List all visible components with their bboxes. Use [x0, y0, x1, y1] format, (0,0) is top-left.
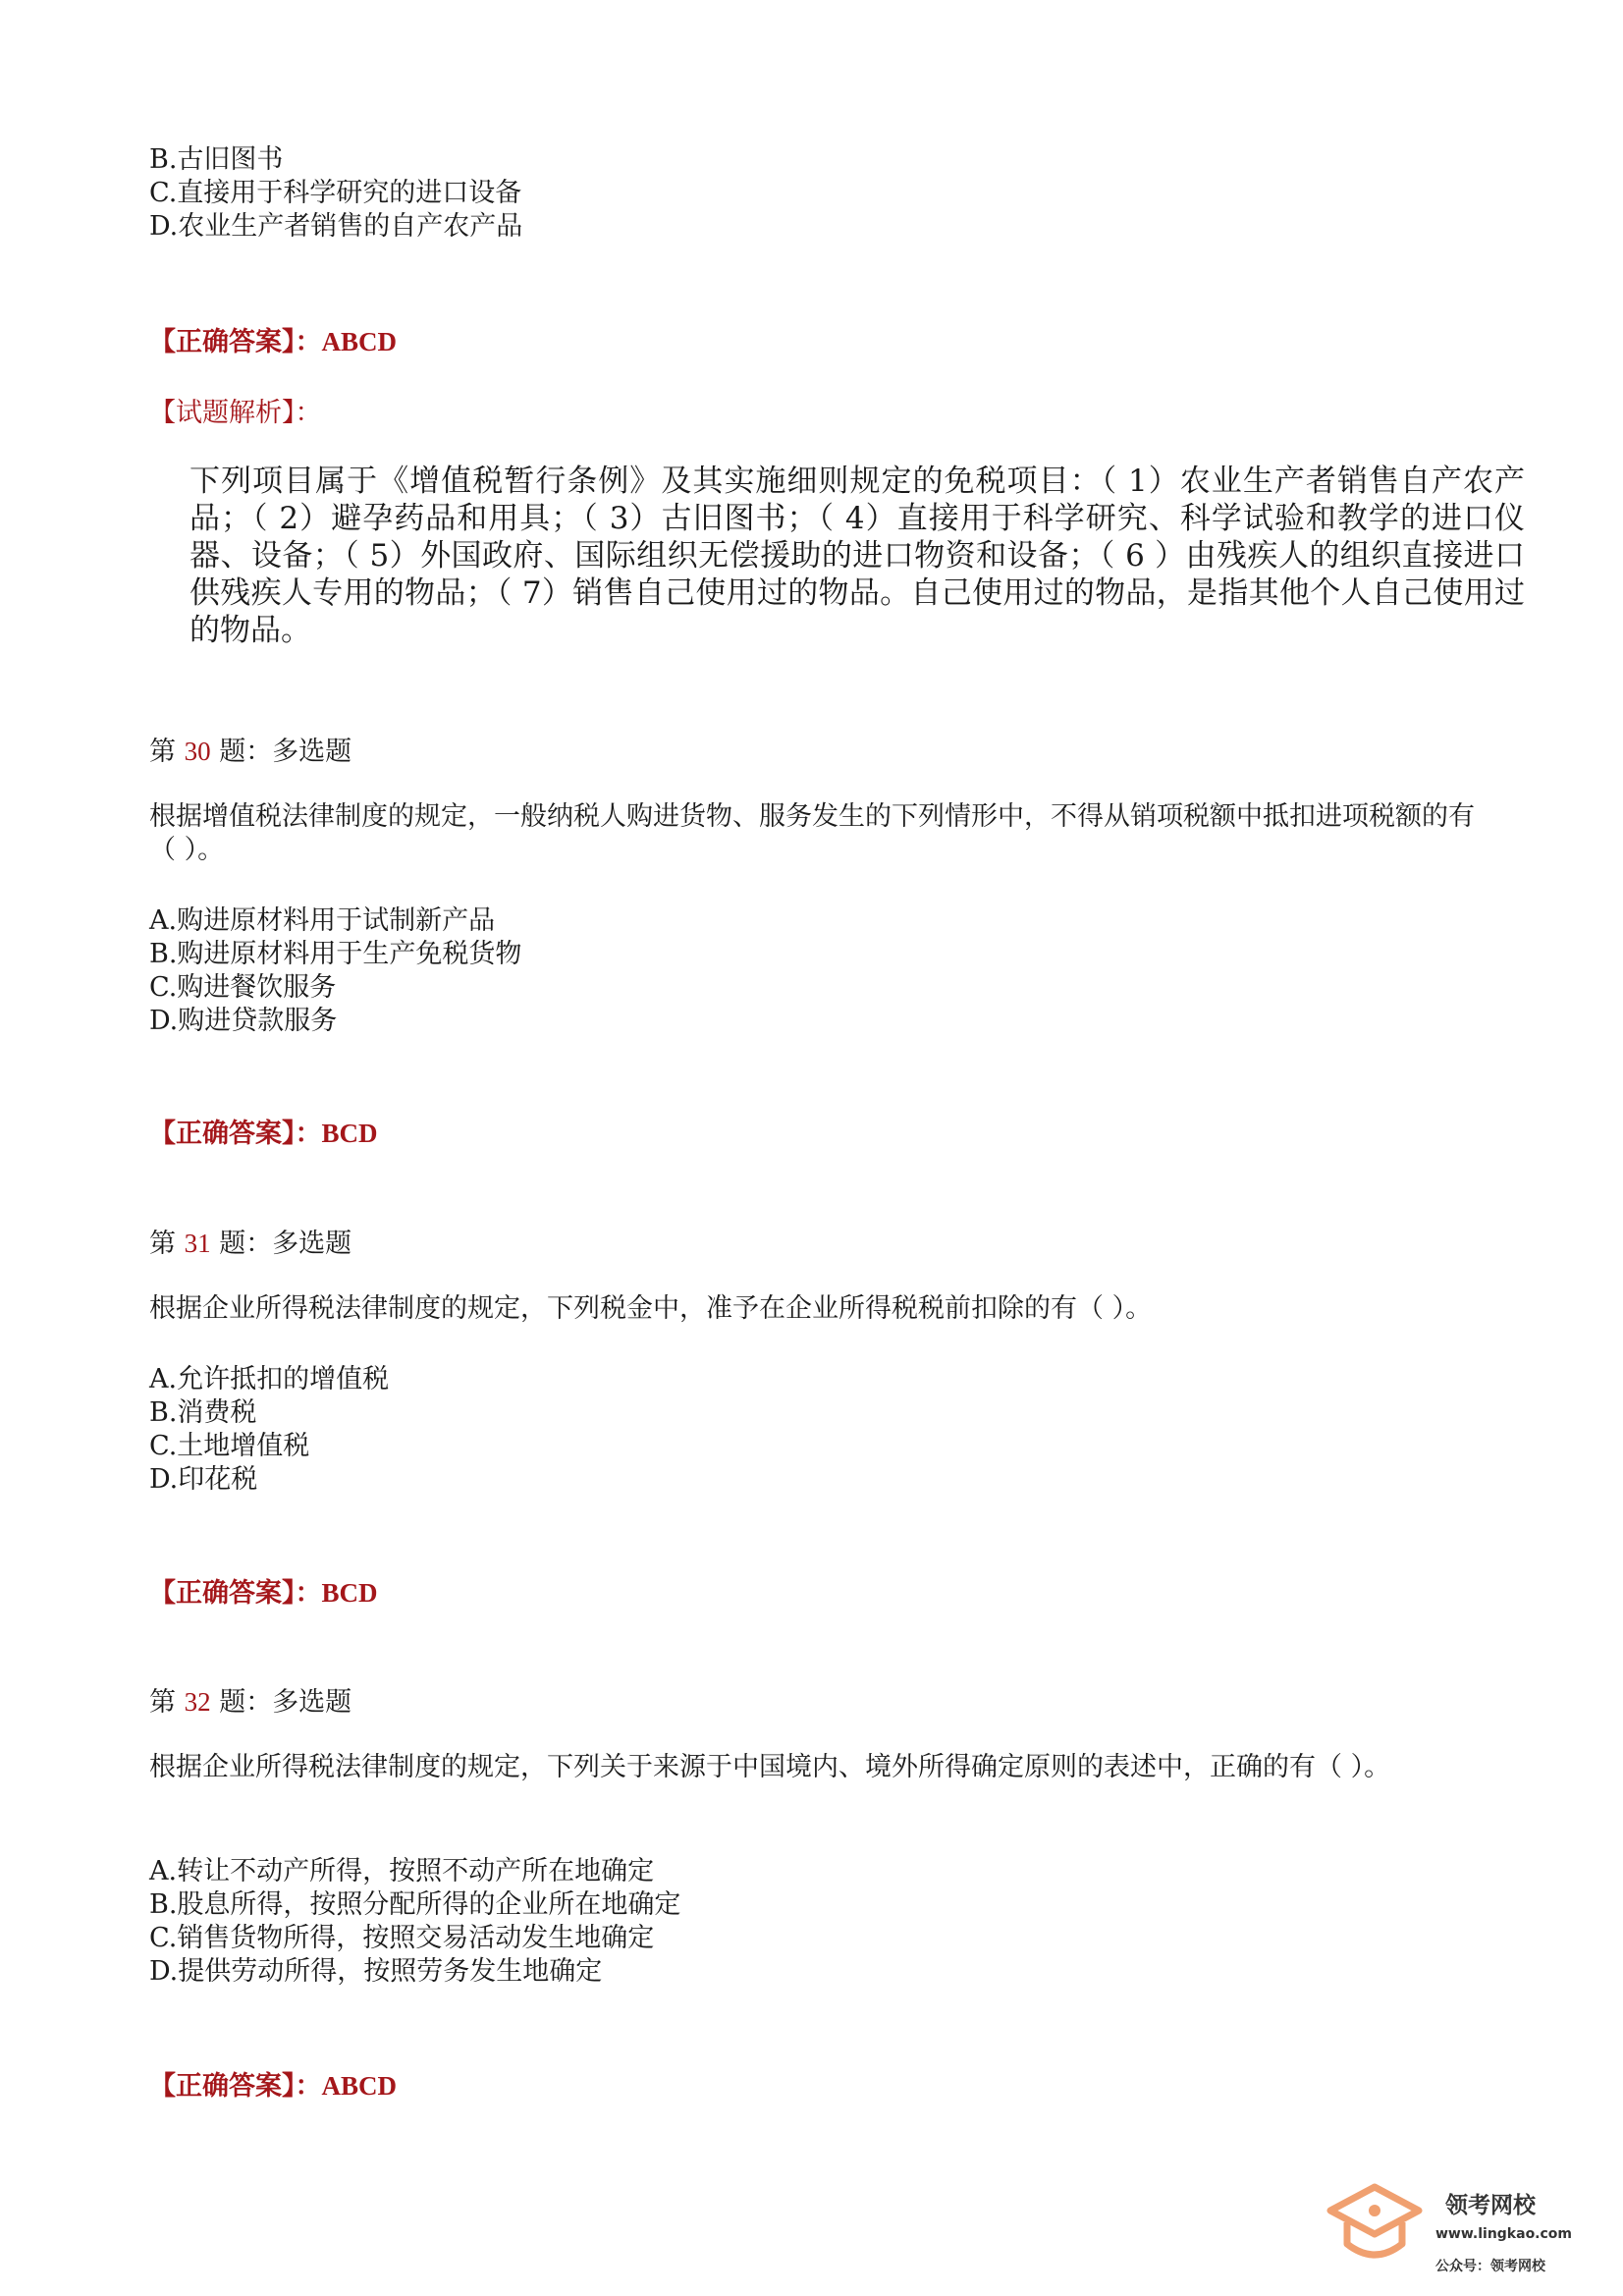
q31-options — [149, 1363, 389, 1497]
option-a: A.允许抵扣的增值税 — [149, 1364, 390, 1394]
answer-value: BCD — [321, 1578, 378, 1608]
graduation-cap-icon — [1325, 2175, 1424, 2273]
q-number: 31 — [184, 1229, 211, 1258]
logo-wechat: 公众号：领考网校 — [1435, 2259, 1545, 2274]
option-c: C.直接用于科学研究的进口设备 — [149, 178, 522, 208]
option-c: C.销售货物所得，按照交易活动发生地确定 — [149, 1923, 655, 1953]
q-prefix: 第 — [149, 1229, 176, 1259]
option-b: B.购进原材料用于生产免税货物 — [149, 939, 522, 969]
answer-value: ABCD — [321, 2071, 398, 2101]
option-d: D.农业生产者销售的自产农产品 — [149, 211, 523, 242]
option-c: C.土地增值税 — [149, 1431, 310, 1461]
q29-answer — [149, 320, 397, 358]
option-c: C.购进餐饮服务 — [149, 972, 337, 1003]
q-number: 32 — [184, 1687, 211, 1717]
option-b: B.股息所得，按照分配所得的企业所在地确定 — [149, 1889, 681, 1920]
option-b: B.古旧图书 — [149, 144, 284, 175]
q30-answer — [149, 1112, 378, 1150]
answer-label: 【正确答案】： — [149, 2071, 322, 2102]
q-suffix: 题：多选题 — [219, 1687, 352, 1718]
q30-options — [149, 904, 521, 1038]
q-suffix: 题：多选题 — [219, 737, 352, 767]
answer-value: ABCD — [321, 327, 398, 356]
option-a: A.转让不动产所得，按照不动产所在地确定 — [149, 1856, 655, 1886]
q32-header — [149, 1680, 352, 1719]
logo-url: www.lingkao.com — [1435, 2226, 1573, 2242]
q32-text: 根据企业所得税法律制度的规定，下列关于来源于中国境内、境外所得确定原则的表述中，正确的有（ ）。 — [149, 1752, 1391, 1782]
q31-answer — [149, 1571, 378, 1610]
answer-label: 【正确答案】： — [149, 1119, 322, 1149]
logo-name: 领考网校 — [1445, 2193, 1536, 2218]
answer-value: BCD — [321, 1119, 378, 1148]
q-prefix: 第 — [149, 737, 176, 767]
option-d: D.购进贷款服务 — [149, 1006, 338, 1036]
q30-header — [149, 730, 352, 768]
q32-answer — [149, 2064, 397, 2103]
option-b: B.消费税 — [149, 1397, 257, 1428]
q31-header — [149, 1222, 352, 1260]
q30-text: 根据增值税法律制度的规定，一般纳税人购进货物、服务发生的下列情形中，不得从销项税额中抵扣进项税额的有（ ）。 — [149, 801, 1475, 865]
q29-options — [149, 143, 522, 244]
option-d: D.提供劳动所得，按照劳务发生地确定 — [149, 1956, 603, 1987]
option-d: D.印花税 — [149, 1464, 258, 1495]
q31-text: 根据企业所得税法律制度的规定，下列税金中，准予在企业所得税税前扣除的有（ ）。 — [149, 1293, 1153, 1324]
q29-explanation: 下列项目属于《增值税暂行条例》及其实施细则规定的免税项目：（ 1）农业生产者销售自产农产品；（ 2）避孕药品和用具；（ 3）古旧图书；（ 4）直接用于科学研究、科学试验和教学的进口仪器、设备；（ 5）外国政府、国际组织无偿援助的进口物资和设备；（ 6 ）由残疾人的组织直接进口供残疾人专用的物品；（ 7）销售自己使用过的物品。自己使用过的物品，是指其他个人自己使用过的物品。 — [189, 464, 1525, 648]
option-a: A.购进原材料用于试制新产品 — [149, 905, 496, 936]
q-prefix: 第 — [149, 1687, 176, 1718]
q-number: 30 — [184, 737, 211, 766]
q32-options — [149, 1855, 680, 1989]
q-suffix: 题：多选题 — [219, 1229, 352, 1259]
watermark-logo — [1325, 2165, 1596, 2288]
answer-label: 【正确答案】： — [149, 327, 322, 357]
q29-explain-label: 【试题解析】： — [149, 398, 322, 428]
answer-label: 【正确答案】： — [149, 1578, 322, 1609]
